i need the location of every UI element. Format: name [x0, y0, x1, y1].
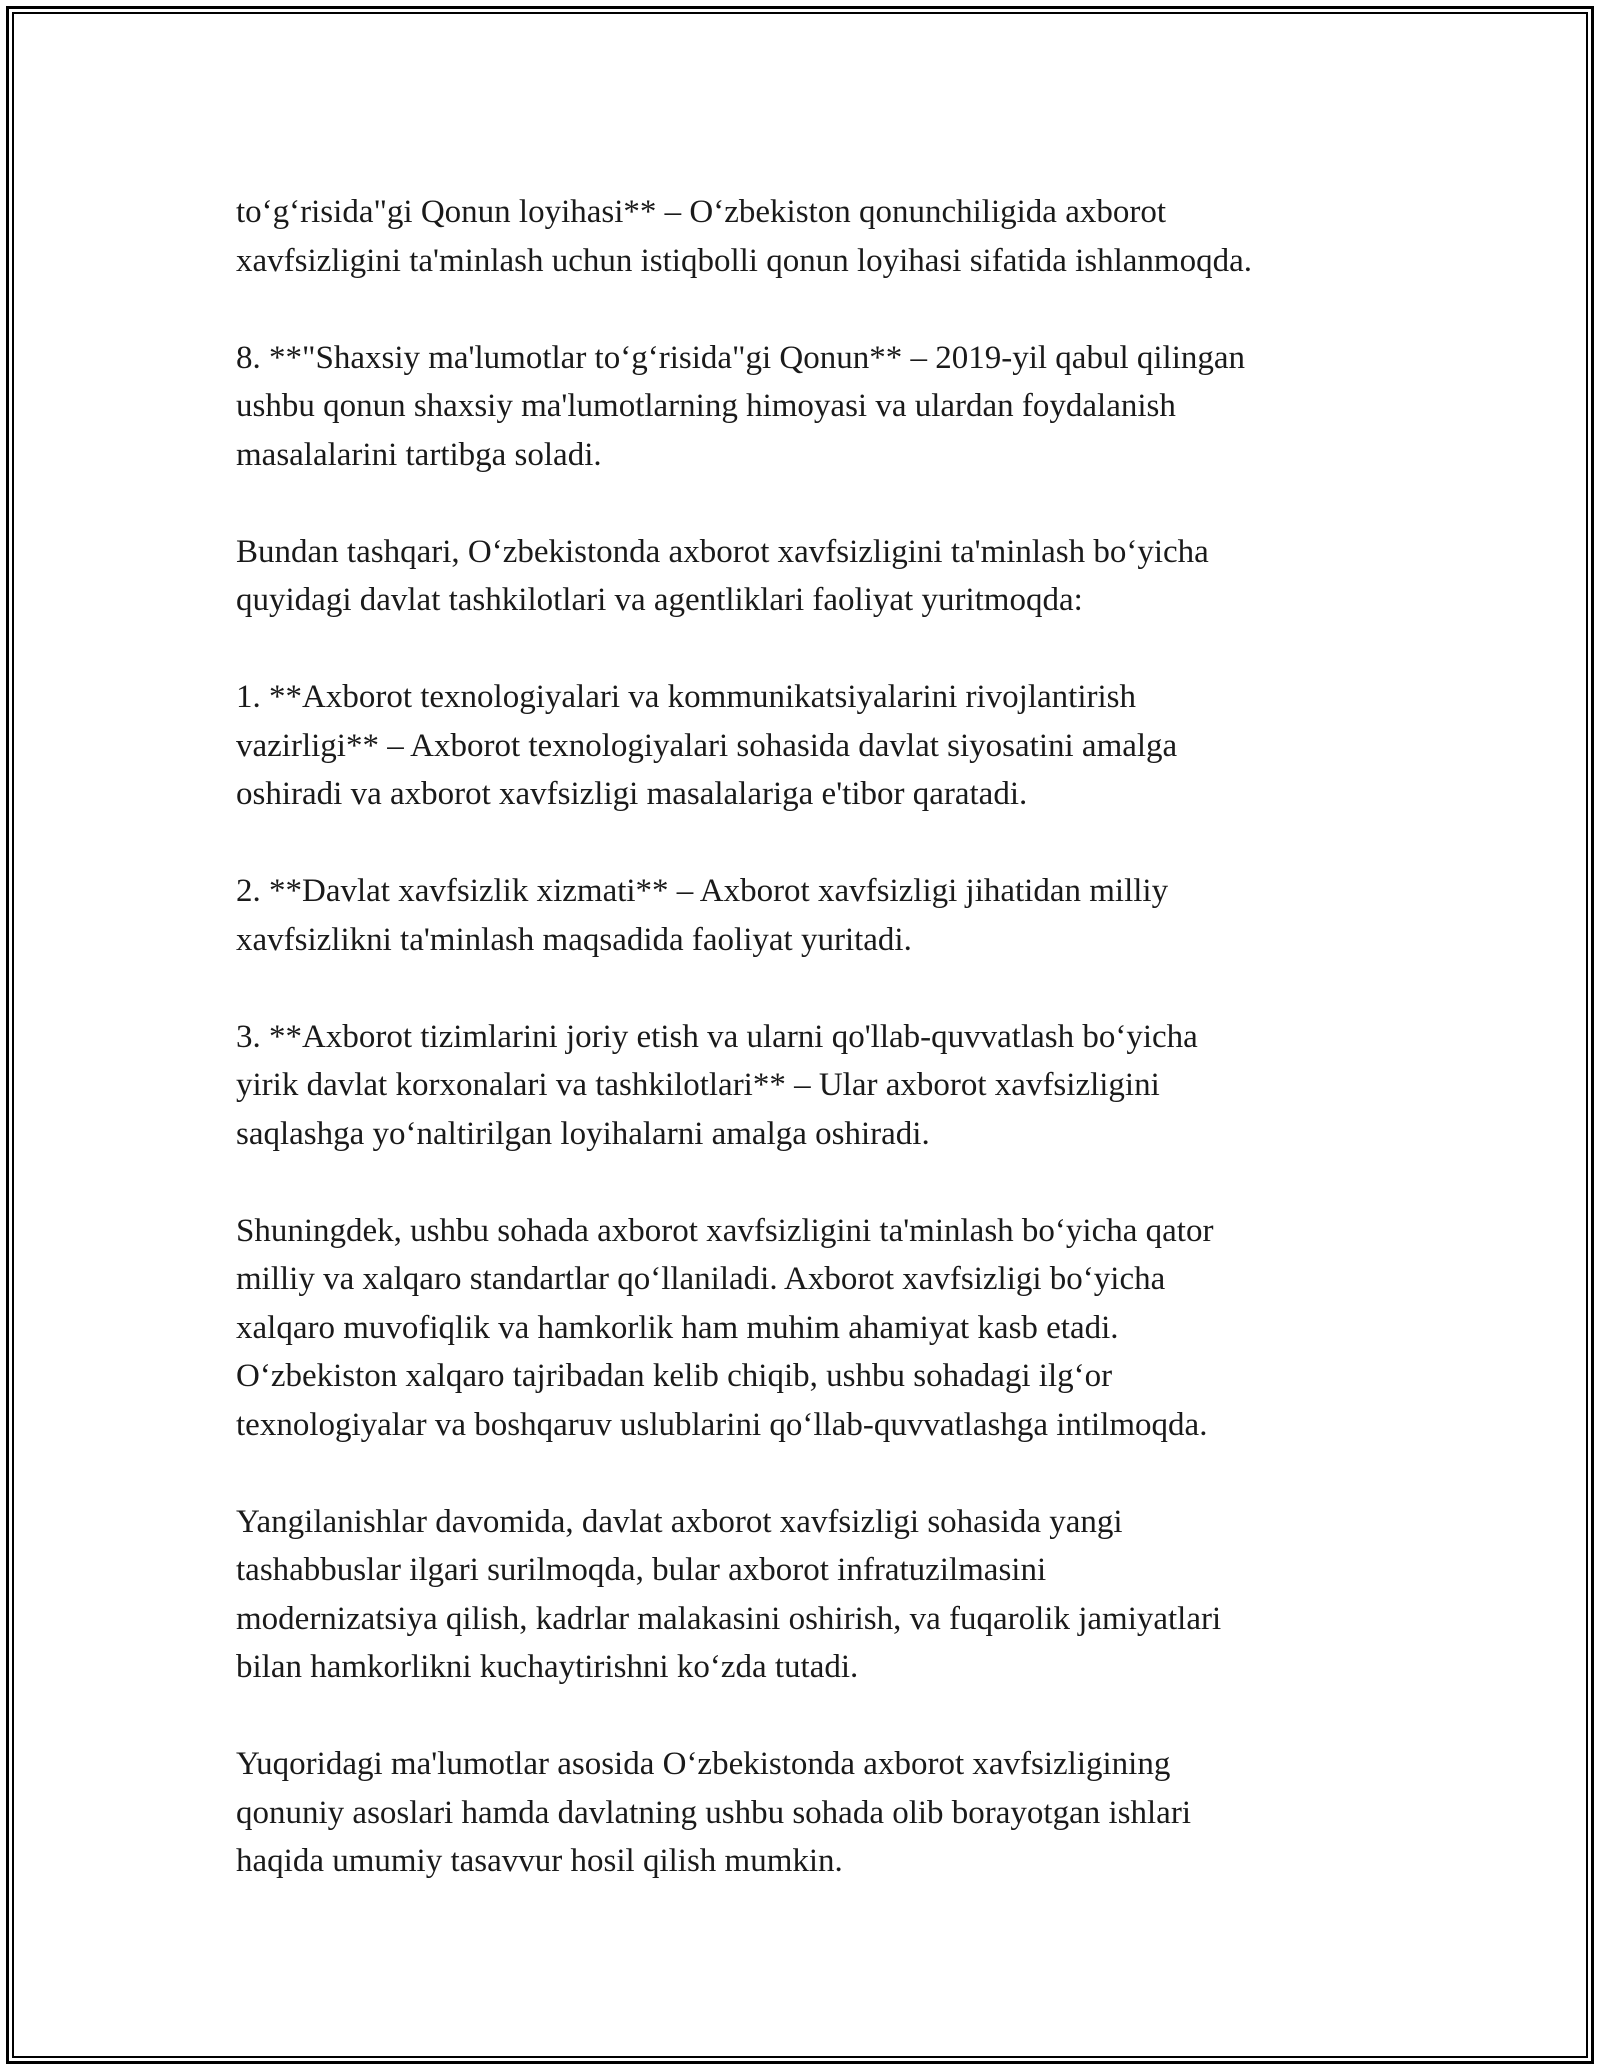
- paragraph-it-ministry: 1. **Axborot texnologiyalari va kommunikatsiyalarini rivojlantirish vazirligi** – Axborot texnologiyalari sohasida davlat siyosatini amalga oshiradi va axborot xavfsizligi masalalariga e'tibor qaratadi.: [236, 679, 1178, 812]
- paragraph-state-enterprises: 3. **Axborot tizimlarini joriy etish va ularni qo'llab-quvvatlash bo‘yicha yirik davlat korxonalari va tashkilotlari** – Ular axborot xavfsizligini saqlashga yo‘naltirilgan loyihalarni amalga oshiradi.: [236, 1018, 1198, 1152]
- paragraph-law-draft-continuation: to‘g‘risida"gi Qonun loyihasi** – O‘zbekiston qonunchiligida axborot xavfsizligini ta'minlash uchun istiqbolli qonun loyihasi sifatida ishlanmoqda.: [236, 194, 1252, 279]
- paragraph-updates: Yangilanishlar davomida, davlat axborot xavfsizligi sohasida yangi tashabbuslar ilgari surilmoqda, bular axborot infratuzilmasini modernizatsiya qilish, kadrlar malakasini oshirish, va fuqarolik jamiyatlari bilan hamkorlikni kuchaytirishni ko‘zda tutadi.: [236, 1503, 1222, 1685]
- paragraph-conclusion: Yuqoridagi ma'lumotlar asosida O‘zbekistonda axborot xavfsizligining qonuniy asoslari hamda davlatning ushbu sohada olib borayotgan ishlari haqida umumiy tasavvur hosil qilish mumkin.: [236, 1746, 1191, 1879]
- paragraph-security-service: 2. **Davlat xavfsizlik xizmati** – Axborot xavfsizligi jihatidan milliy xavfsizlikni ta'minlash maqsadida faoliyat yuritadi.: [236, 873, 1169, 958]
- paragraph-standards: Shuningdek, ushbu sohada axborot xavfsizligini ta'minlash bo‘yicha qator milliy va xalqaro standartlar qo‘llaniladi. Axborot xavfsizligi bo‘yicha xalqaro muvofiqlik va hamkorlik ham muhim ahamiyat kasb etadi. O‘zbekiston xalqaro tajribadan kelib chiqib, ushbu sohadagi ilg‘or texnologiyalar va boshqaruv uslublarini qo‘llab-quvvatlashga intilmoqda.: [236, 1212, 1214, 1443]
- document-body: [236, 188, 1396, 1886]
- paragraph-personal-data-law: 8. **"Shaxsiy ma'lumotlar to‘g‘risida"gi Qonun** – 2019-yil qabul qilingan ushbu qonun shaxsiy ma'lumotlarning himoyasi va ulardan foydalanish masalalarini tartibga soladi.: [236, 339, 1246, 473]
- paragraph-agencies-intro: Bundan tashqari, O‘zbekistonda axborot xavfsizligini ta'minlash bo‘yicha quyidagi davlat tashkilotlari va agentliklari faoliyat yuritmoqda:: [236, 533, 1209, 618]
